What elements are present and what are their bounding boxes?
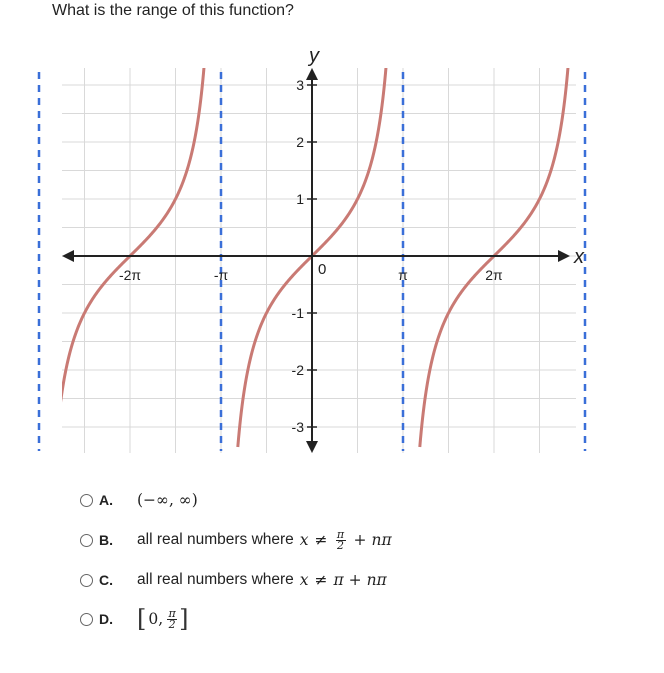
radio-b[interactable] <box>80 534 93 547</box>
option-a-letter: A. <box>99 492 113 508</box>
bracket-open: [ <box>137 605 147 633</box>
bracket-close: ] <box>179 605 189 633</box>
option-b-rhs: + nπ <box>353 531 392 549</box>
x-tick-label: π <box>398 267 408 283</box>
fraction-denominator: 2 <box>337 538 345 552</box>
option-c-neq: ≠ <box>314 571 328 589</box>
fraction-numerator: π <box>336 527 345 541</box>
option-b-text: all real numbers where <box>137 531 294 548</box>
y-tick-label: 2 <box>296 134 304 150</box>
option-b[interactable] <box>80 527 392 553</box>
option-d-start: 0, <box>148 610 164 628</box>
option-d-fraction <box>167 606 177 631</box>
origin-label: 0 <box>318 261 327 278</box>
y-tick-label: -2 <box>291 362 304 378</box>
option-b-neq: ≠ <box>314 531 328 549</box>
option-c-text: all real numbers where <box>137 571 294 588</box>
option-b-var: x <box>299 531 309 549</box>
fraction-numerator: π <box>168 606 176 620</box>
option-d-letter: D. <box>99 611 113 627</box>
x-tick-label: -π <box>213 267 229 283</box>
y-tick-label: -1 <box>291 305 304 321</box>
option-c[interactable] <box>80 567 387 593</box>
option-b-letter: B. <box>99 532 113 548</box>
option-a[interactable] <box>80 487 198 513</box>
y-axis-label: y <box>309 45 319 67</box>
y-tick-label: 1 <box>296 191 304 207</box>
y-tick-label: -3 <box>291 419 304 435</box>
option-d[interactable] <box>80 606 189 632</box>
radio-d[interactable] <box>80 613 93 626</box>
x-tick-label: 2π <box>485 267 503 283</box>
fraction-denominator: 2 <box>168 617 176 631</box>
question-text: What is the range of this function? <box>52 2 294 19</box>
option-c-var: x <box>299 571 309 589</box>
x-axis-label: x <box>574 246 584 268</box>
option-c-rhs: π + nπ <box>333 571 387 589</box>
option-c-letter: C. <box>99 572 113 588</box>
y-tick-label: 3 <box>296 77 304 93</box>
option-b-fraction <box>336 527 346 552</box>
x-tick-label: -2π <box>118 267 142 283</box>
radio-c[interactable] <box>80 574 93 587</box>
option-a-text: (−∞, ∞) <box>137 491 198 509</box>
radio-a[interactable] <box>80 494 93 507</box>
